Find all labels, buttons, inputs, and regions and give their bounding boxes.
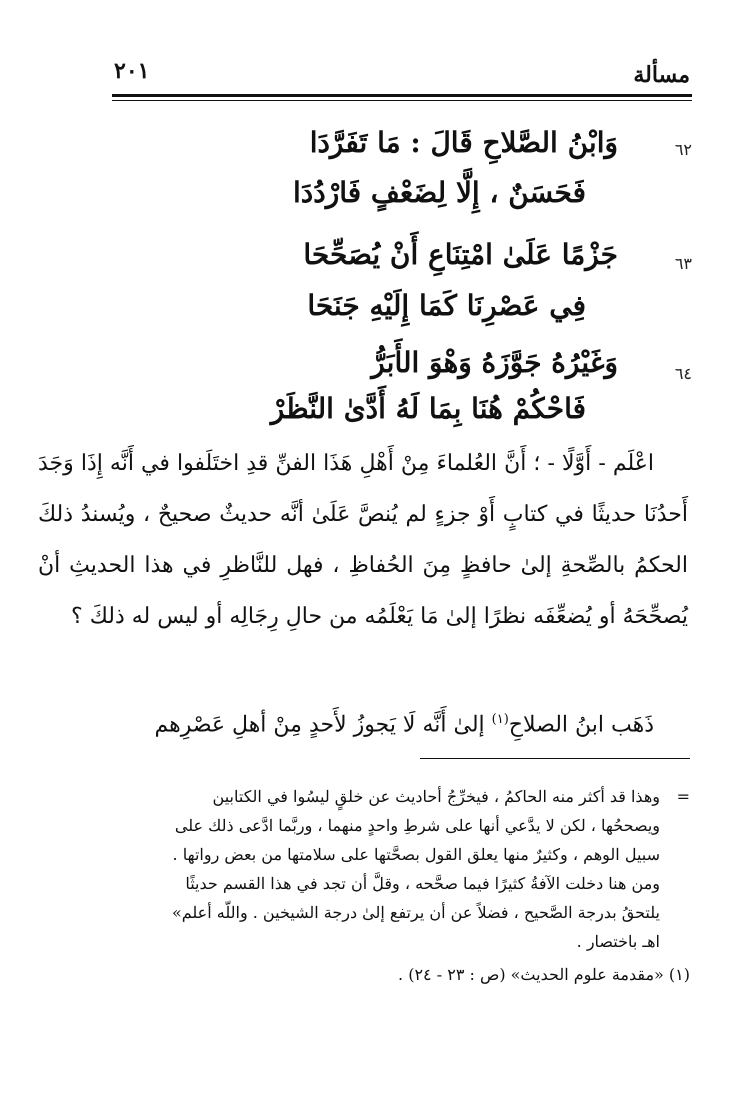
verse-second-hemistich: فِي عَصْرِنَا كَمَا إِلَيْهِ جَنَحَا <box>307 289 586 322</box>
paragraph-text: ذَهَب ابنُ الصلاحِ <box>508 712 654 738</box>
continuation-mark: = <box>676 787 690 806</box>
footnote-line: ويصححُها ، لكن لا يدَّعي أنها على شرطِ واحدٍ منهما ، وربَّما ادَّعى ذلك على <box>174 816 660 835</box>
header-rule-thin <box>112 100 692 101</box>
footnote-line: اهـ باختصار . <box>576 932 660 951</box>
footnote-1: (١) «مقدمة علوم الحديث» (ص : ٢٣ - ٢٤) . <box>398 965 690 984</box>
verse-second-hemistich: فَاحْكُمْ هُنَا بِمَا لَهُ أَدَّىٰ النَّظَرْ <box>270 392 586 425</box>
commentary-paragraph <box>38 438 688 642</box>
verse-number: ٦٤ <box>674 364 692 383</box>
page-number: ٢٠١ <box>114 58 150 84</box>
footnote-line: ومن هنا دخلت الآفةُ كثيرًا فيما صحَّحه ، وقلَّ أن تجد في هذا القسم حديثًا <box>185 874 660 893</box>
footnotes <box>42 782 690 989</box>
commentary-paragraph-2 <box>38 700 688 745</box>
footnote-line: سبيل الوهم ، وكثيرٌ منها يعلق القول بصحَّتها على سلامتها من بعض رواتها . <box>172 845 660 864</box>
footnote-line: يلتحقُ بدرجة الصَّحيح ، فضلاً عن أن يرتفع إلىٰ درجة الشيخين . واللّه أعلم» <box>171 903 660 922</box>
footnote-reference[interactable]: (١) <box>491 712 509 727</box>
footnote-separator <box>420 758 690 759</box>
verse-number: ٦٢ <box>674 140 692 159</box>
header-rule-thick <box>112 94 692 97</box>
paragraph-text: إلىٰ أَنَّه لَا يَجوزُ لأَحدٍ مِنْ أهلِ عَصْرِهم <box>154 712 485 738</box>
verse-first-hemistich: جَزْمًا عَلَىٰ امْتِنَاعِ أَنْ يُصَحِّحَا <box>303 238 618 271</box>
running-title: مسألة <box>633 62 690 88</box>
verse-first-hemistich: وَغَيْرُهُ جَوَّزَهُ وَهْوَ الأَبَرُّ <box>371 346 618 379</box>
footnote-line: وهذا قد أكثر منه الحاكمُ ، فيخرِّجُ أحاديث عن خلقٍ ليسُوا في الكتابين <box>212 787 660 806</box>
verse-number: ٦٣ <box>674 254 692 273</box>
verse-second-hemistich: فَحَسَنٌ ، إِلَّا لِضَعْفٍ فَارْدُدَا <box>293 176 586 209</box>
footnote-continuation <box>42 782 690 956</box>
verse-first-hemistich: وَابْنُ الصَّلاحِ قَالَ : مَا تَفَرَّدَا <box>309 126 618 159</box>
paragraph-text: اعْلَم - أَوَّلًا - ؛ أَنَّ العُلماءَ مِنْ أَهْلِ هَذَا الفنِّ قدِ اختَلَفوا في أَنَّه إِذَا وَجَدَ أَحدُنَا حديثًا في كتابٍ أَوْ جزءٍ لم يُنصَّ عَلَىٰ أنَّه حديثٌ صحيحٌ ، ويُسندُ ذلكَ الحكمُ بالصِّحةِ إلىٰ حافظٍ مِنَ الحُفاظِ ، فهل للنَّاظرِ في هذا الحديثِ أنْ يُصحِّحَهُ أو يُضعِّفَه نظرًا إلىٰ مَا يَعْلَمُه من حالِ رِجَالِه أو ليس له ذلكَ ؟ <box>38 451 688 629</box>
